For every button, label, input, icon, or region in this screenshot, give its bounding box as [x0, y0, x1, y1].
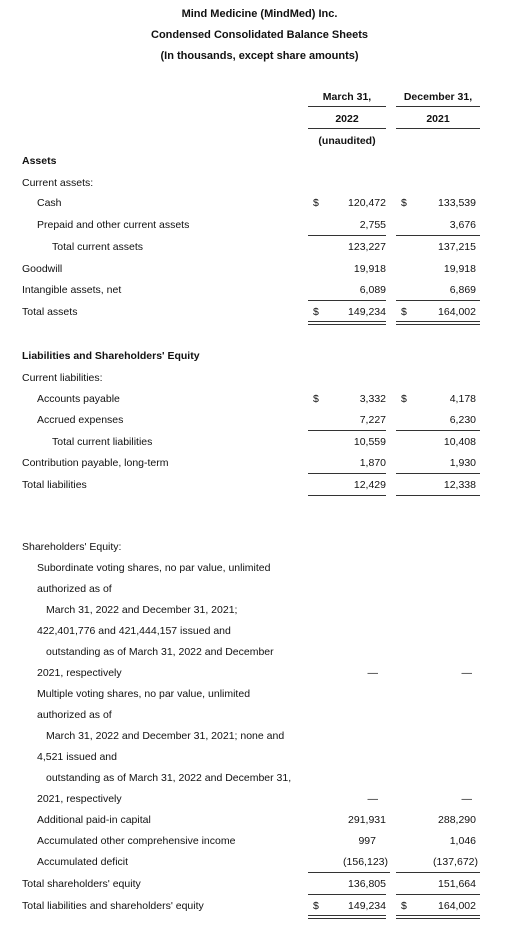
total-current-assets-2022: 123,227: [348, 241, 386, 253]
total-current-assets-2021: 137,215: [438, 241, 476, 253]
col2-header-month: December 31,: [403, 91, 473, 103]
contribution-label: Contribution payable, long-term: [22, 457, 169, 469]
rule: [308, 894, 386, 895]
double-rule: [396, 321, 480, 325]
aoci-2021: 1,046: [449, 835, 476, 847]
rule: [396, 495, 480, 496]
multiple-shares-line: 4,521 issued and: [37, 751, 117, 763]
total-equity-2021: 151,664: [438, 878, 476, 890]
subordinate-shares-line: authorized as of: [37, 583, 112, 595]
rule: [308, 235, 386, 236]
accrued-label: Accrued expenses: [37, 414, 124, 426]
rule: [308, 495, 386, 496]
total-current-assets-label: Total current assets: [52, 241, 144, 253]
total-le-2022: 149,234: [348, 900, 386, 912]
contribution-2021: 1,930: [449, 457, 476, 469]
multiple-shares-line: authorized as of: [37, 709, 112, 721]
double-rule: [308, 321, 386, 325]
rule: [396, 235, 480, 236]
multiple-shares-line: Multiple voting shares, no par value, unlimited: [37, 688, 251, 700]
multiple-shares-line: 2021, respectively: [37, 793, 122, 805]
total-liabilities-2022: 12,429: [353, 479, 386, 491]
cash-value-2021: 133,539: [438, 197, 476, 209]
apic-2021: 288,290: [438, 814, 476, 826]
units-note: (In thousands, except share amounts): [160, 50, 359, 62]
prepaid-label: Prepaid and other current assets: [37, 219, 190, 231]
total-assets-2022: 149,234: [348, 306, 386, 318]
ap-currency-2: $: [401, 393, 407, 405]
total-assets-label: Total assets: [22, 306, 78, 318]
rule: [396, 300, 480, 301]
accrued-2021: 6,230: [449, 414, 476, 426]
multiple-shares-2021: —: [461, 793, 472, 805]
aoci-label: Accumulated other comprehensive income: [37, 835, 236, 847]
col1-header-rule: [308, 128, 386, 129]
total-assets-2021: 164,002: [438, 306, 476, 318]
prepaid-value-2022: 2,755: [359, 219, 386, 231]
total-equity-label: Total shareholders' equity: [22, 878, 141, 890]
subordinate-shares-2021: —: [461, 667, 472, 679]
subordinate-shares-2022: —: [367, 667, 378, 679]
cash-currency-1: $: [313, 197, 319, 209]
total-current-liabilities-2021: 10,408: [443, 436, 476, 448]
rule: [308, 473, 386, 474]
goodwill-label: Goodwill: [22, 263, 63, 275]
total-current-liabilities-label: Total current liabilities: [52, 436, 153, 448]
company-name: Mind Medicine (MindMed) Inc.: [181, 8, 338, 20]
apic-label: Additional paid-in capital: [37, 814, 151, 826]
accrued-2022: 7,227: [359, 414, 386, 426]
deficit-label: Accumulated deficit: [37, 856, 129, 868]
multiple-shares-line: outstanding as of March 31, 2022 and December 31,: [46, 772, 292, 784]
apic-2022: 291,931: [348, 814, 386, 826]
ap-currency-1: $: [313, 393, 319, 405]
total-assets-currency-2: $: [401, 306, 407, 318]
rule: [396, 473, 480, 474]
ap-2022: 3,332: [359, 393, 386, 405]
intangible-2022: 6,089: [359, 284, 386, 296]
rule: [396, 430, 480, 431]
prepaid-value-2021: 3,676: [449, 219, 476, 231]
contribution-2022: 1,870: [359, 457, 386, 469]
liabilities-heading: Liabilities and Shareholders' Equity: [22, 350, 200, 362]
intangible-label: Intangible assets, net: [22, 284, 122, 296]
goodwill-2021: 19,918: [443, 263, 476, 275]
col1-header-rule: [308, 106, 386, 107]
subordinate-shares-line: outstanding as of March 31, 2022 and December: [46, 646, 274, 658]
ap-2021: 4,178: [449, 393, 476, 405]
total-le-currency-2: $: [401, 900, 407, 912]
total-liabilities-equity-label: Total liabilities and shareholders' equity: [22, 900, 204, 912]
cash-label: Cash: [37, 197, 62, 209]
total-le-2021: 164,002: [438, 900, 476, 912]
cash-currency-2: $: [401, 197, 407, 209]
deficit-2022: (156,123): [343, 856, 388, 868]
goodwill-2022: 19,918: [353, 263, 386, 275]
rule: [308, 430, 386, 431]
col1-header-unaudited: (unaudited): [318, 135, 376, 147]
col1-header-month: March 31,: [322, 91, 372, 103]
total-liabilities-2021: 12,338: [443, 479, 476, 491]
cash-value-2022: 120,472: [348, 197, 386, 209]
rule: [396, 872, 480, 873]
double-rule: [308, 915, 386, 919]
multiple-shares-line: March 31, 2022 and December 31, 2021; none and: [46, 730, 285, 742]
col2-header-rule: [396, 128, 480, 129]
rule: [308, 872, 390, 873]
intangible-2021: 6,869: [449, 284, 476, 296]
current-assets-label: Current assets:: [22, 177, 94, 189]
col2-header-year: 2021: [426, 113, 450, 125]
total-assets-currency-1: $: [313, 306, 319, 318]
equity-heading: Shareholders' Equity:: [22, 541, 122, 553]
subordinate-shares-line: Subordinate voting shares, no par value, unlimited: [37, 562, 271, 574]
subordinate-shares-line: March 31, 2022 and December 31, 2021;: [46, 604, 238, 616]
deficit-2021: (137,672): [433, 856, 478, 868]
subordinate-shares-line: 422,401,776 and 421,444,157 issued and: [37, 625, 231, 637]
aoci-2022: 997: [358, 835, 376, 847]
col1-header-year: 2022: [335, 113, 359, 125]
current-liabilities-label: Current liabilities:: [22, 372, 103, 384]
total-le-currency-1: $: [313, 900, 319, 912]
double-rule: [396, 915, 480, 919]
assets-heading: Assets: [22, 155, 57, 167]
total-equity-2022: 136,805: [348, 878, 386, 890]
rule: [308, 300, 386, 301]
ap-label: Accounts payable: [37, 393, 120, 405]
col2-header-rule: [396, 106, 480, 107]
total-liabilities-label: Total liabilities: [22, 479, 87, 491]
total-current-liabilities-2022: 10,559: [353, 436, 386, 448]
multiple-shares-2022: —: [367, 793, 378, 805]
statement-title: Condensed Consolidated Balance Sheets: [151, 29, 368, 41]
subordinate-shares-line: 2021, respectively: [37, 667, 122, 679]
rule: [396, 894, 480, 895]
